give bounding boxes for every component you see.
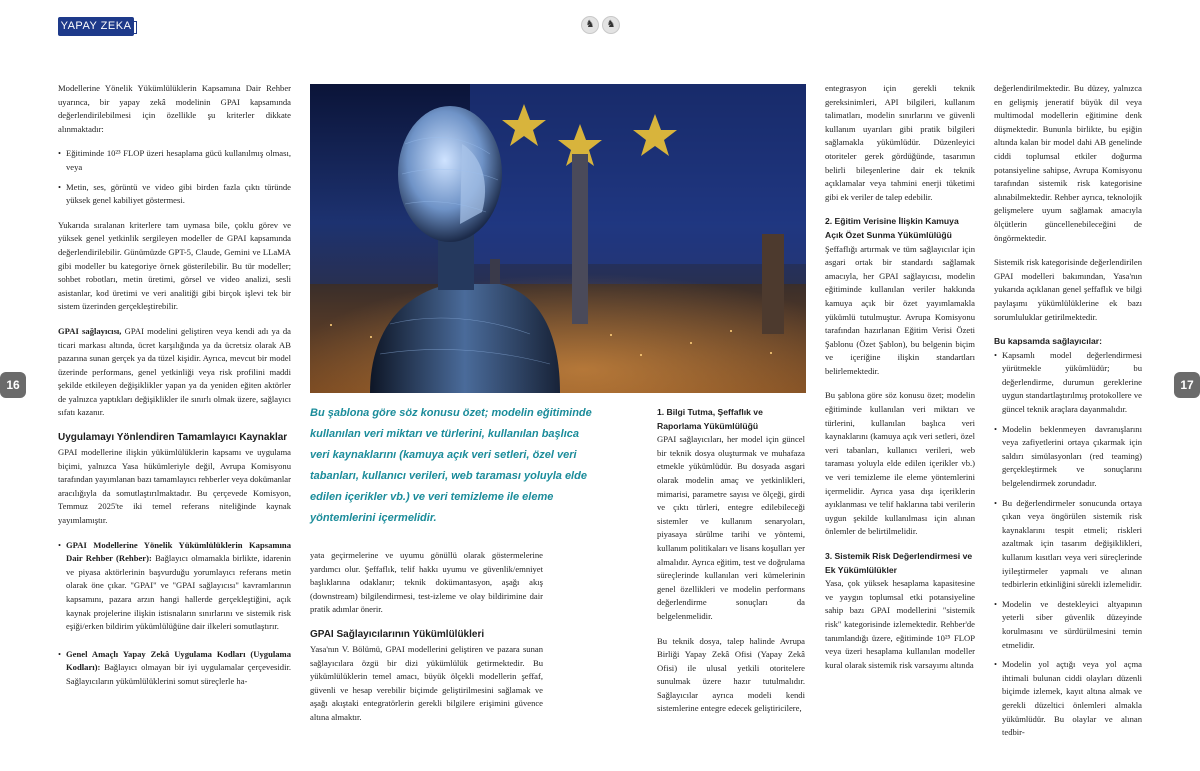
column-4	[825, 82, 975, 683]
list-item: • GPAI Modellerine Yönelik Yükümlülüklerin Kapsamına Dair Rehber (Rehber): Bağlayıcı olmamakla birlikte, idarenin ve piyasa aktörlerinin başvurduğu yorumlayıcı referans metin olarak öne çıkar. "GPAI" ve "GPAI sağlayıcısı" kavramlarının kapsamını, pazara arzın hangi hallerde gerçekleştiğini, açık kaynak projelerine ilişkin istisnaların sınırlarını ve sistemik risk eşiği/erken bildirim yükümlülüğüne dair ilkeleri somutlaştırır.	[58, 539, 291, 634]
magazine-logo: YAPAY ZEKA	[58, 17, 134, 36]
list-item: • Bu değerlendirmeler sonucunda ortaya çıkan veya öngörülen sistemik risk kaynaklarını tespit etmeli; riskleri azaltmak için tasarım değişiklikleri, kullanım kısıtları veya veri süreçlerinde iyileştirmeler yapmalı ve alınan tedbirlerin etkinliğini sürekli izlemelidir.	[994, 497, 1142, 592]
term-lead: GPAI sağlayıcısı,	[58, 325, 122, 336]
page-number-left[interactable]: 16	[0, 372, 26, 398]
list-item: • Metin, ses, görüntü ve video gibi birden fazla çıktı türünde yüksek genel kabiliyet göstermesi.	[58, 181, 291, 208]
paragraph: Bu teknik dosya, talep halinde Avrupa Birliği Yapay Zekâ Ofisi (Yapay Zekâ Ofisi) ile ulusal yetkili otoritelere sunulmak üzere hazır tutulmalıdır. Sağlayıcılar ayrıca modeli kendi sistemlerine entegre edecek geliştiricilere,	[657, 635, 805, 714]
subsection-heading: 2. Eğitim Verisine İlişkin Kamuya Açık Özet Sunma Yükümlülüğü	[825, 216, 959, 240]
paragraph: Yukarıda sıralanan kriterlere tam uymasa bile, çoklu görev ve yüksek genel yetkinlik sergileyen modeller de GPAI kapsamında değerlendirilebilir. Günümüzde GPT-5, Claude, Gemini ve LLaMA gibi modeller bu kategoriye örnek gösterilebilir. Bu tür modeller; sohbet robotları, metin üretimi, görsel ve video analizi, sesli asistanlar, kod üretimi ve veri analitiği gibi birçok işlevi tek bir sistem üzerinden gerçekleştirebilir.	[58, 219, 291, 312]
knight-badge-icon: ♞	[581, 16, 599, 34]
paragraph: değerlendirilmektedir. Bu düzey, yalnızca en gelişmiş jeneratif büyük dil veya multimodal modellerin eğitimine denk düşmektedir. Bununla birlikte, bu eşiğin altında kalan bir model dahi AB genelinde ciddi toplumsal etkiler doğurma potansiyeline sahipse, Avrupa Komisyonu tarafından sistemik risk kategorisine alınabilmektedir. Rehber ayrıca, teknolojik gelişmelere uyum sağlamak amacıyla ölçütlerin güncellenebileceğini de öngörmektedir.	[994, 83, 1142, 243]
sources-list	[58, 539, 291, 689]
paragraph: Yasa, çok yüksek hesaplama kapasitesine ve yaygın toplumsal etki potansiyeline sahip bazı GPAI modellerini "sistemik risk" kategorisinde izlemektedir. Rehber'de tanımlandığı üzere, eğitiminde 10²⁵ FLOP veya üzeri hesaplama kullanılan modeller kural olarak sistemik risk varsayımı altında	[825, 578, 975, 670]
list-item: • Genel Amaçlı Yapay Zekâ Uygulama Kodları (Uygulama Kodları): Bağlayıcı olmayan bir iyi uygulamalar çerçevesidir. Sağlayıcıların yükümlülüklerini somut süreçlerle ha-	[58, 648, 291, 689]
section-heading: Uygulamayı Yönlendiren Tamamlayıcı Kaynaklar	[58, 432, 288, 444]
knight-badge-icon: ♞	[602, 16, 620, 34]
paragraph: Bu şablona göre söz konusu özet; modelin eğitiminde kullanılan veri miktarı ve türlerini, kullanılan başlıca veri kaynaklarını (kamuya açık veri setleri, özel veri tabanları, kullanıcı verileri, web taraması yoluyla elde edilen içerikler vb.) ve veri temizleme ile eleme yöntemlerini içermelidir. Ayrıca yasa dışı içeriklerin ayıklanması ve telif haklarına tabi verilerin uygun şekilde kullanılması için alınan önlemler de belirtilmelidir.	[825, 390, 975, 537]
list-item: • Modelin ve destekleyici altyapının yeterli siber güvenlik düzeyinde korulmasını ve sürdürülmesini temin etmelidir.	[994, 598, 1142, 652]
page-number-right[interactable]: 17	[1174, 372, 1200, 398]
column-2	[310, 549, 543, 736]
paragraph: yata geçirmelerine ve uyumu gönüllü olarak göstermelerine yardımcı olur. Şeffaflık, telif hakkı uyumu ve güvenlik/emniyet başlıklarına odaklanır; teknik dokümantasyon, aşağı akış (downstream) bilgilendirmesi, test-izleme ve olay bildirimine dair pratik adımlar önerir.	[310, 550, 543, 615]
column-3	[657, 406, 805, 727]
paragraph: Sistemik risk kategorisinde değerlendirilen GPAI modelleri bakımından, Yasa'nın yukarıda açıklanan genel şeffaflık ve bilgi paylaşımı yükümlülüklerine ek bazı sorumluluklar getirilmektedir.	[994, 257, 1142, 322]
column-5	[994, 82, 1142, 751]
list-item: • Eğitiminde 10²³ FLOP üzeri hesaplama gücü kullanılmış olması, veya	[58, 147, 291, 174]
subsection-heading: 3. Sistemik Risk Değerlendirmesi ve Ek Yükümlülükler	[825, 551, 973, 575]
paragraph: entegrasyon için gerekli teknik gereksinimleri, API bilgileri, kullanım talimatları, modelin sınırlarını ve güvenli kullanım uyarıları gibi pratik bilgileri sağlamakla yükümlüdür. Düzenleyici otoriteler gerek gördüğünde, tasarımın belirli bileşenlerine dair ek teknik açıklamalar veya tahmini enerji tüketimi gibi ek veriler de talep edebilir.	[825, 83, 975, 202]
list-item: • Kapsamlı model değerlendirmesi yürütmekle yükümlüdür; bu değerlendirme, durumun gereklerine uygun standartlaştırılmış protokollere ve güncel teknik araçlara dayanmalıdır.	[994, 349, 1142, 417]
subsection-heading: 1. Bilgi Tutma, Şeffaflık ve Raporlama Yükümlülüğü	[657, 407, 763, 431]
paragraph: GPAI sağlayıcıları, her model için güncel bir teknik dosya oluşturmak ve muhafaza etmekle yükümlüdür. Bu dosyada asgari olarak modelin amaç ve yetkinlikleri, mimarisi, parametre sayısı ve ölçeği, girdi ve çıktı türleri, entegre edilebileceği sistemler ve kullanım senaryoları, piyasaya sürülme tarihi ve yöntemi, kullanım politikaları ve lisans koşulları yer almalıdır. Ayrıca eğitim, test ve doğrulama süreçlerinde kullanılan veri kümelerinin genel özellikleri ve modelin performans değerlendirme sonuçları da belgelenmelidir.	[657, 434, 805, 621]
criteria-list	[58, 147, 291, 207]
paragraph: GPAI sağlayıcısı, GPAI modelini geliştiren veya kendi adı ya da ticari markası altında, ücret karşılığında ya da ücretsiz olarak AB pazarına sunan gerçek ya da tüzel kişidir. Ayrıca, mevcut bir model üzerinde performans, genel yetkinliği veya risk profilini maddi şekilde etkileyen değişiklikler yapan ya da yeniden eğiten aktörler de yalnızca yaptıkları değişiklikler ile sınırlı olmak üzere, sağlayıcı sıfatı kazanır.	[58, 325, 291, 418]
paragraph: Şeffaflığı artırmak ve tüm sağlayıcılar için asgari ortak bir standardı sağlamak amacıyla, her GPAI sağlayıcısı, modelin eğitiminde kullanılan veriler hakkında kamuya açık bir özet yayımlamakla yükümlü tutulmuştur. Avrupa Komisyonu tarafından hazırlanan Eğitim Verisi Özeti Şablonu (Özet Şablon), bu belgenin biçim ve içeriğine ilişkin standartları belirlemektedir.	[825, 243, 975, 376]
paragraph: GPAI modellerine ilişkin yükümlülüklerin kapsamı ve uygulama biçimi, yalnızca Yasa hükümleriyle değil, Avrupa Komisyonu tarafından yayımlanan bazı tamamlayıcı rehberler veya dokümanlar aracılığıyla da somutlaştırılmaktadır. Bu çerçevede Komisyon, Temmuz 2025'te iki temel referans niteliğinde kaynak yayımlamıştır.	[58, 447, 291, 526]
list-item: • Modelin beklenmeyen davranışlarını veya zafiyetlerini ortaya çıkarmak için saldırı simülasyonları (red teaming) gerçekleştirmek ve sonuçlarını belgelendirmek zorundadır.	[994, 423, 1142, 491]
pull-quote: Bu şablona göre söz konusu özet; modelin eğitiminde kullanılan veri miktarı ve türlerini, kullanılan başlıca veri kaynaklarını (kamuya açık veri setleri, özel veri tabanları, kullanıcı verileri, web taraması yoluyla elde edilen içerikler vb.) ve veri temizleme ile eleme yöntemlerini içermelidir.	[310, 407, 592, 524]
section-heading: GPAI Sağlayıcılarının Yükümlülükleri	[310, 628, 485, 640]
column-1	[58, 82, 291, 700]
obligations-list	[994, 349, 1142, 740]
subsection-heading: Bu kapsamda sağlayıcılar:	[994, 336, 1102, 347]
hero-image	[310, 84, 806, 393]
intro-paragraph: Modellerine Yönelik Yükümlülüklerin Kapsamına Dair Rehber uyarınca, bir yapay zekâ modelinin GPAI kapsamında değerlendirilebilmesi için özellikle şu kriterler dikkate alınmaktadır:	[58, 83, 291, 134]
paragraph: Yasa'nın V. Bölümü, GPAI modellerini geliştiren ve pazara sunan sağlayıcılara özgü bir dizi yükümlülük getirmektedir. Bu yükümlülüklerin temel amacı, büyük ölçekli modellerin şeffaf, güvenli ve hesap verebilir biçimde geliştirilmesini sağlamak ve aşağı akıştaki entegratörlerin gerekli bilgilere erişimini güvence altına almaktır.	[310, 643, 543, 722]
robot-eu-flag-illustration	[310, 84, 806, 393]
list-item: • Modelin yol açtığı veya yol açma ihtimali bulunan ciddi olayları düzenli biçimde izlemek, kayıt altına almak ve gerekli düzeltici önlemleri almakla yükümlüdür. Bu olaylar ve alınan tedbir-	[994, 658, 1142, 740]
